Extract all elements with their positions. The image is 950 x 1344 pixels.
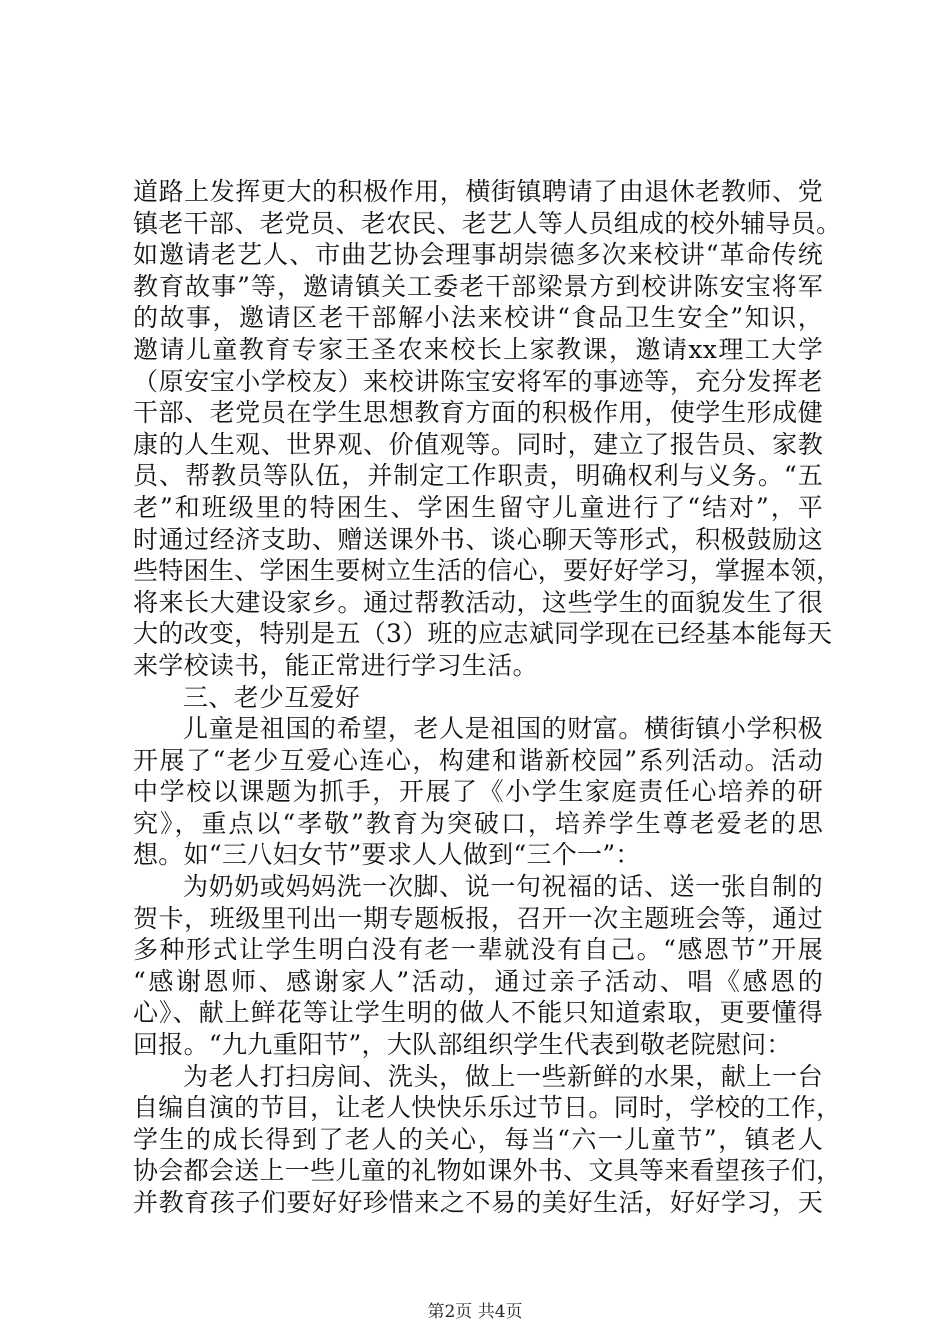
page-number-footer: 第2页 共4页 xyxy=(427,1302,523,1322)
body-line: 究》，重点以“孝敬”教育为突破口，培养学生尊老爱老的思 xyxy=(133,808,823,838)
body-line: 贺卡，班级里刊出一期专题板报，召开一次主题班会等，通过 xyxy=(133,903,823,933)
paragraph-end-line: 回报。“九九重阳节”，大队部组织学生代表到敬老院慰问： xyxy=(133,1030,792,1060)
body-line: 心》、献上鲜花等让学生明的做人不能只知道索取，更要懂得 xyxy=(133,998,823,1028)
body-line: 开展了“老少互爱心连心，构建和谐新校园”系列活动。活动 xyxy=(133,745,823,775)
body-line: 康的人生观、世界观、价值观等。同时，建立了报告员、家教 xyxy=(133,429,823,459)
body-line: 员、帮教员等队伍，并制定工作职责，明确权利与义务。“五 xyxy=(133,461,823,491)
body-line: 多种形式让学生明白没有老一辈就没有自己。“感恩节”开展 xyxy=(133,935,823,965)
body-line: “感谢恩师、感谢家人”活动，通过亲子活动、唱《感恩的 xyxy=(133,966,823,996)
body-line: 如邀请老艺人、市曲艺协会理事胡崇德多次来校讲“革命传统 xyxy=(133,240,823,270)
body-line: 中学校以课题为抓手，开展了《小学生家庭责任心培养的研 xyxy=(133,777,823,807)
body-line: 干部、老党员在学生思想教育方面的积极作用，使学生形成健 xyxy=(133,398,823,428)
body-line: 将来长大建设家乡。通过帮教活动，这些学生的面貌发生了很 xyxy=(133,587,823,617)
body-line: 镇老干部、老党员、老农民、老艺人等人员组成的校外辅导员。 xyxy=(133,208,842,238)
body-line: 教育故事”等，邀请镇关工委老干部梁景方到校讲陈安宝将军 xyxy=(133,271,823,301)
body-line: 协会都会送上一些儿童的礼物如课外书、文具等来看望孩子们， xyxy=(133,1156,842,1186)
body-line: 自编自演的节目，让老人快快乐乐过节日。同时，学校的工作， xyxy=(133,1093,842,1123)
body-line: 并教育孩子们要好好珍惜来之不易的美好生活，好好学习，天 xyxy=(133,1188,823,1217)
body-line: 道路上发挥更大的积极作用，横街镇聘请了由退休老教师、党 xyxy=(133,177,823,206)
body-line: （原安宝小学校友）来校讲陈宝安将军的事迹等，充分发挥老 xyxy=(133,366,823,396)
paragraph-end-line: 想。如“三八妇女节”要求人人做到“三个一”： xyxy=(133,840,641,870)
paragraph-first-line: 为老人打扫房间、洗头，做上一些新鲜的水果，献上一台 xyxy=(183,1061,823,1091)
body-line: 时通过经济支助、赠送课外书、谈心聊天等形式，积极鼓励这 xyxy=(133,524,823,554)
body-line: 大的改变，特别是五（3）班的应志斌同学现在已经基本能每天 xyxy=(133,619,833,649)
document-body xyxy=(133,176,842,1219)
section-heading: 三、老少互爱好 xyxy=(183,682,361,712)
body-line: 学生的成长得到了老人的关心，每当“六一儿童节”，镇老人 xyxy=(133,1124,823,1154)
paragraph-first-line: 儿童是祖国的希望，老人是祖国的财富。横街镇小学积极 xyxy=(183,714,823,744)
body-line: 老”和班级里的特困生、学困生留守儿童进行了“结对”，平 xyxy=(133,492,823,522)
body-line: 些特困生、学困生要树立生活的信心，要好好学习，掌握本领， xyxy=(133,556,842,586)
paragraph-end-line: 来学校读书，能正常进行学习生活。 xyxy=(133,650,538,680)
body-line: 邀请儿童教育专家王圣农来校长上家教课，邀请xx理工大学 xyxy=(133,334,823,364)
body-line: 的故事，邀请区老干部解小法来校讲“食品卫生安全”知识， xyxy=(133,303,823,333)
paragraph-first-line: 为奶奶或妈妈洗一次脚、说一句祝福的话、送一张自制的 xyxy=(183,872,823,902)
